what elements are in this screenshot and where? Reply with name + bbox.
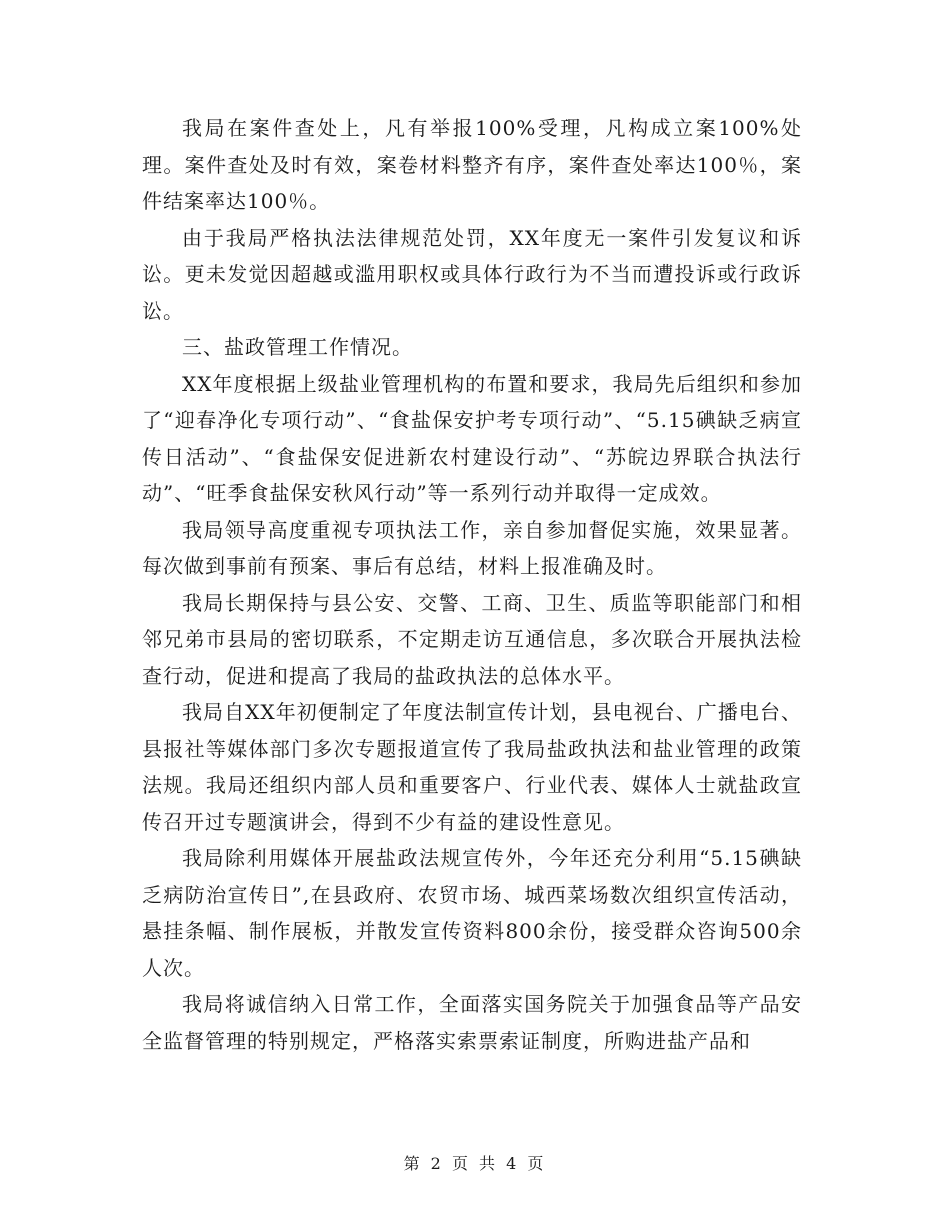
document-body (142, 110, 802, 1059)
section-heading-salt-administration: 三、盐政管理工作情况。 (182, 335, 413, 359)
paragraph-no-litigation: 由于我局严格执法法律规范处罚，XX年度无一案件引发复议和诉讼。更未发觉因超越或滥用职权或具体行政行为不当而遭投诉或行政诉讼。 (142, 225, 802, 323)
page-number-footer: 第 2 页 共 4 页 (403, 1154, 547, 1173)
paragraph-publicity-plan: 我局自XX年初便制定了年度法制宣传计划，县电视台、广播电台、县报社等媒体部门多次专题报道宣传了我局盐政执法和盐业管理的政策法规。我局还组织内部人员和重要客户、行业代表、媒体人士就盐政宣传召开过专题演讲会，得到不少有益的建设性意见。 (142, 700, 802, 834)
paragraph-special-actions: XX年度根据上级盐业管理机构的布置和要求，我局先后组织和参加了“迎春净化专项行动”、“食盐保安护考专项行动”、“5.15碘缺乏病宣传日活动”、“食盐保安促进新农村建设行动”、“苏皖边界联合执法行动”、“旺季食盐保安秋风行动”等一系列行动并取得一定成效。 (142, 371, 802, 505)
paragraph-iodine-day: 我局除利用媒体开展盐政法规宣传外，今年还充分利用“5.15碘缺乏病防治宣传日”,在县政府、农贸市场、城西菜场数次组织宣传活动，悬挂条幅、制作展板，并散发宣传资料800余份，接受群众咨询500余人次。 (142, 846, 802, 980)
paragraph-integrity: 我局将诚信纳入日常工作，全面落实国务院关于加强食品等产品安全监督管理的特别规定，严格落实索票索证制度，所购进盐产品和 (142, 992, 802, 1053)
paragraph-case-handling: 我局在案件查处上，凡有举报100%受理，凡构成立案100%处理。案件查处及时有效，案卷材料整齐有序，案件查处率达100％，案件结案率达100％。 (142, 116, 802, 213)
paragraph-leadership: 我局领导高度重视专项执法工作，亲自参加督促实施，效果显著。每次做到事前有预案、事后有总结，材料上报准确及时。 (142, 517, 802, 578)
paragraph-cooperation: 我局长期保持与县公安、交警、工商、卫生、质监等职能部门和相邻兄弟市县局的密切联系，不定期走访互通信息，多次联合开展执法检查行动，促进和提高了我局的盐政执法的总体水平。 (142, 590, 802, 688)
